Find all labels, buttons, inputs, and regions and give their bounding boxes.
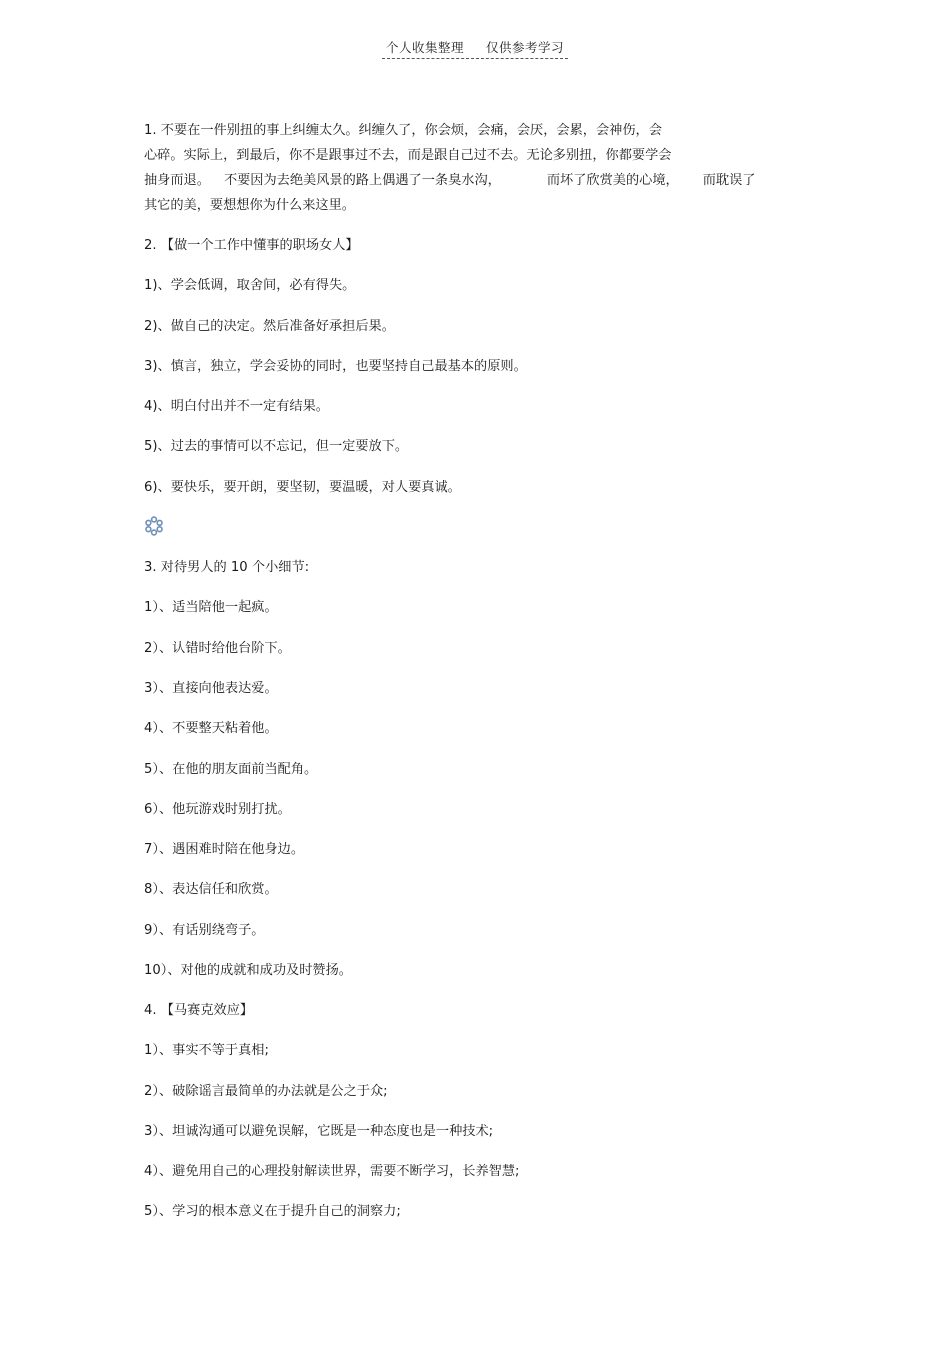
list-item: 2）、破除谣言最简单的办法就是公之于众; [144,1084,388,1099]
flower-ring-icon [144,516,164,536]
list-item: 5）、在他的朋友面前当配角。 [144,762,318,777]
header-text [382,38,568,59]
list-item: 3）、坦诚沟通可以避免误解，它既是一种态度也是一种技术; [144,1124,494,1139]
list-item: 1）、事实不等于真相; [144,1043,269,1058]
list-item: 1）、适当陪他一起疯。 [144,600,278,615]
list-item: 2)、做自己的决定。然后准备好承担后果。 [144,319,395,334]
intro-line-1: 1. 不要在一件别扭的事上纠缠太久。纠缠久了，你会烦，会痛，会厌，会累，会神伤，会 [144,123,662,138]
list-item: 4）、避免用自己的心理投射解读世界，需要不断学习，长养智慧; [144,1164,520,1179]
list-item: 6)、要快乐，要开朗，要坚韧，要温暖，对人要真诚。 [144,480,461,495]
list-item: 3)、慎言，独立，学会妥协的同时，也要坚持自己最基本的原则。 [144,359,527,374]
intro-line-3c: 而坏了欣赏美的心境， [546,173,679,188]
intro-line-3b: 不要因为去绝美风景的路上偶遇了一条臭水沟， [223,173,501,188]
list-item: 5）、学习的根本意义在于提升自己的洞察力; [144,1204,401,1219]
header-right: 仅供参考学习 [486,40,565,55]
list-item: 6）、他玩游戏时别打扰。 [144,802,291,817]
section-4-title: 4. 【马赛克效应】 [144,1003,254,1018]
header-left: 个人收集整理 [385,40,464,55]
list-item: 4）、不要整天粘着他。 [144,721,278,736]
list-item: 5)、过去的事情可以不忘记，但一定要放下。 [144,439,409,454]
list-item: 10）、对他的成就和成功及时赞扬。 [144,963,352,978]
list-item: 1)、学会低调，取舍间，必有得失。 [144,278,356,293]
section-2-title: 2. 【做一个工作中懂事的职场女人】 [144,238,359,253]
list-item: 7）、遇困难时陪在他身边。 [144,842,305,857]
list-item: 8）、表达信任和欣赏。 [144,882,278,897]
intro-line-3d: 而耽误了 [702,173,756,188]
intro-line-4: 其它的美，要想想你为什么来这里。 [144,198,355,213]
list-item: 9）、有话别绕弯子。 [144,923,265,938]
list-item: 4)、明白付出并不一定有结果。 [144,399,329,414]
section-3-title: 3. 对待男人的 10 个小细节: [144,560,310,575]
intro-line-2: 心碎。实际上，到最后，你不是跟事过不去，而是跟自己过不去。无论多别扭，你都要学会 [144,148,672,163]
page-header [0,38,950,59]
intro-line-3a: 抽身而退。 [144,173,210,188]
intro-paragraph [144,118,756,218]
list-item: 2）、认错时给他台阶下。 [144,641,291,656]
list-item: 3）、直接向他表达爱。 [144,681,278,696]
intro-line-3 [144,168,756,193]
